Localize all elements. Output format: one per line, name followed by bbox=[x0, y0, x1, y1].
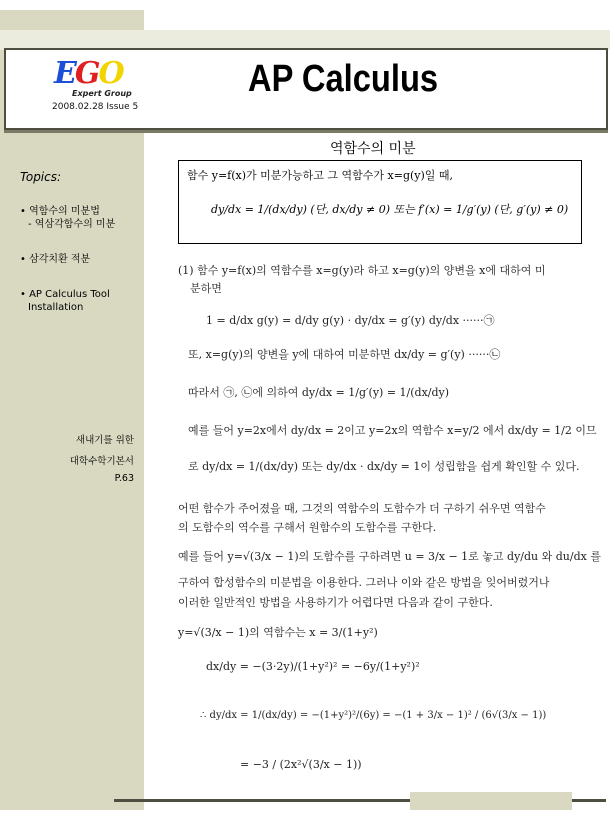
theorem-line-2: dy/dx = 1/(dx/dy) (단, dx/dy ≠ 0) 또는 f′(x) = 1/g′(y) (단, g′(y) ≠ 0) bbox=[211, 203, 569, 216]
footer-box bbox=[410, 792, 572, 810]
logo-letter-g: G bbox=[74, 56, 99, 91]
body-line: (1) 함수 y=f(x)의 역함수를 x=g(y)라 하고 x=g(y)의 양변을 x에 대하여 미 bbox=[178, 264, 546, 277]
issue-date: 2008.02.28 Issue 5 bbox=[52, 102, 139, 112]
topic-sub-label: - 역삼각함수의 미분 bbox=[28, 219, 116, 230]
topic-item bbox=[20, 288, 144, 314]
body-line: 의 도함수의 역수를 구해서 원함수의 도함수를 구한다. bbox=[178, 521, 437, 534]
page-title: AP Calculus bbox=[248, 58, 439, 100]
theorem-line-1: 함수 y=f(x)가 미분가능하고 그 역함수가 x=g(y)일 때, bbox=[187, 169, 454, 182]
reference-line-1: 새내기를 위한 bbox=[75, 435, 134, 446]
topic-item bbox=[20, 253, 144, 266]
topic-label: • 삼각치환 적분 bbox=[20, 254, 91, 265]
topic-label: • AP Calculus Tool bbox=[20, 289, 110, 300]
topics-heading: Topics: bbox=[20, 170, 62, 184]
logo-letter-e: E bbox=[54, 56, 75, 91]
body-line: 분하면 bbox=[190, 282, 222, 295]
document-title: 역함수의 미분 bbox=[330, 141, 416, 157]
top-band bbox=[0, 30, 610, 50]
logo-letter-o: O bbox=[98, 56, 123, 91]
body-line: 또, x=g(y)의 양변을 y에 대하여 미분하면 dx/dy = g′(y) ······㉡ bbox=[188, 348, 501, 361]
sidebar-panel bbox=[0, 10, 144, 810]
logo-subtitle: Expert Group bbox=[72, 89, 132, 98]
body-line: y=√(3/x − 1)의 역함수는 x = 3/(1+y²) bbox=[178, 626, 378, 639]
body-line: dx/dy = −(3·2y)/(1+y²)² = −6y/(1+y²)² bbox=[206, 660, 420, 673]
body-line: 따라서 ㉠, ㉡에 의하여 dy/dx = 1/g′(y) = 1/(dx/dy) bbox=[188, 386, 450, 399]
reference-line-2: 대학수학기본서 bbox=[69, 456, 134, 467]
body-line: 예를 들어 y=√(3/x − 1)의 도함수를 구하려면 u = 3/x − 1로 놓고 dy/du 와 du/dx 를 bbox=[178, 550, 601, 563]
body-line: = −3 / (2x²√(3/x − 1)) bbox=[240, 758, 362, 771]
body-line: 어떤 함수가 주어졌을 때, 그것의 역함수의 도함수가 더 구하기 쉬우면 역함수 bbox=[178, 502, 546, 515]
topic-sub-label: Installation bbox=[28, 302, 84, 313]
body-line: 예를 들어 y=2x에서 dy/dx = 2이고 y=2x의 역함수 x=y/2 에서 dx/dy = 1/2 이므 bbox=[188, 424, 597, 437]
reference-page: P.63 bbox=[114, 473, 134, 484]
topic-item bbox=[20, 205, 144, 231]
body-line: 로 dy/dx = 1/(dx/dy) 또는 dy/dx · dx/dy = 1이 성립함을 쉽게 확인할 수 있다. bbox=[188, 460, 580, 473]
body-line: 구하여 합성함수의 미분법을 이용한다. 그러나 이와 같은 방법을 잊어버렸거나 bbox=[178, 576, 550, 589]
body-line: 1 = d/dx g(y) = d/dy g(y) · dy/dx = g′(y) dy/dx ······㉠ bbox=[206, 314, 495, 327]
topics-list bbox=[20, 205, 144, 336]
body-line: 이러한 일반적인 방법을 사용하기가 어렵다면 다음과 같이 구한다. bbox=[178, 596, 493, 609]
theorem-box bbox=[178, 160, 582, 244]
header bbox=[4, 48, 608, 130]
body-line: ∴ dy/dx = 1/(dx/dy) = −(1+y²)²/(6y) = −(1 + 3/x − 1)² / (6√(3/x − 1)) bbox=[200, 710, 547, 721]
topic-label: • 역함수의 미분법 bbox=[20, 206, 100, 217]
